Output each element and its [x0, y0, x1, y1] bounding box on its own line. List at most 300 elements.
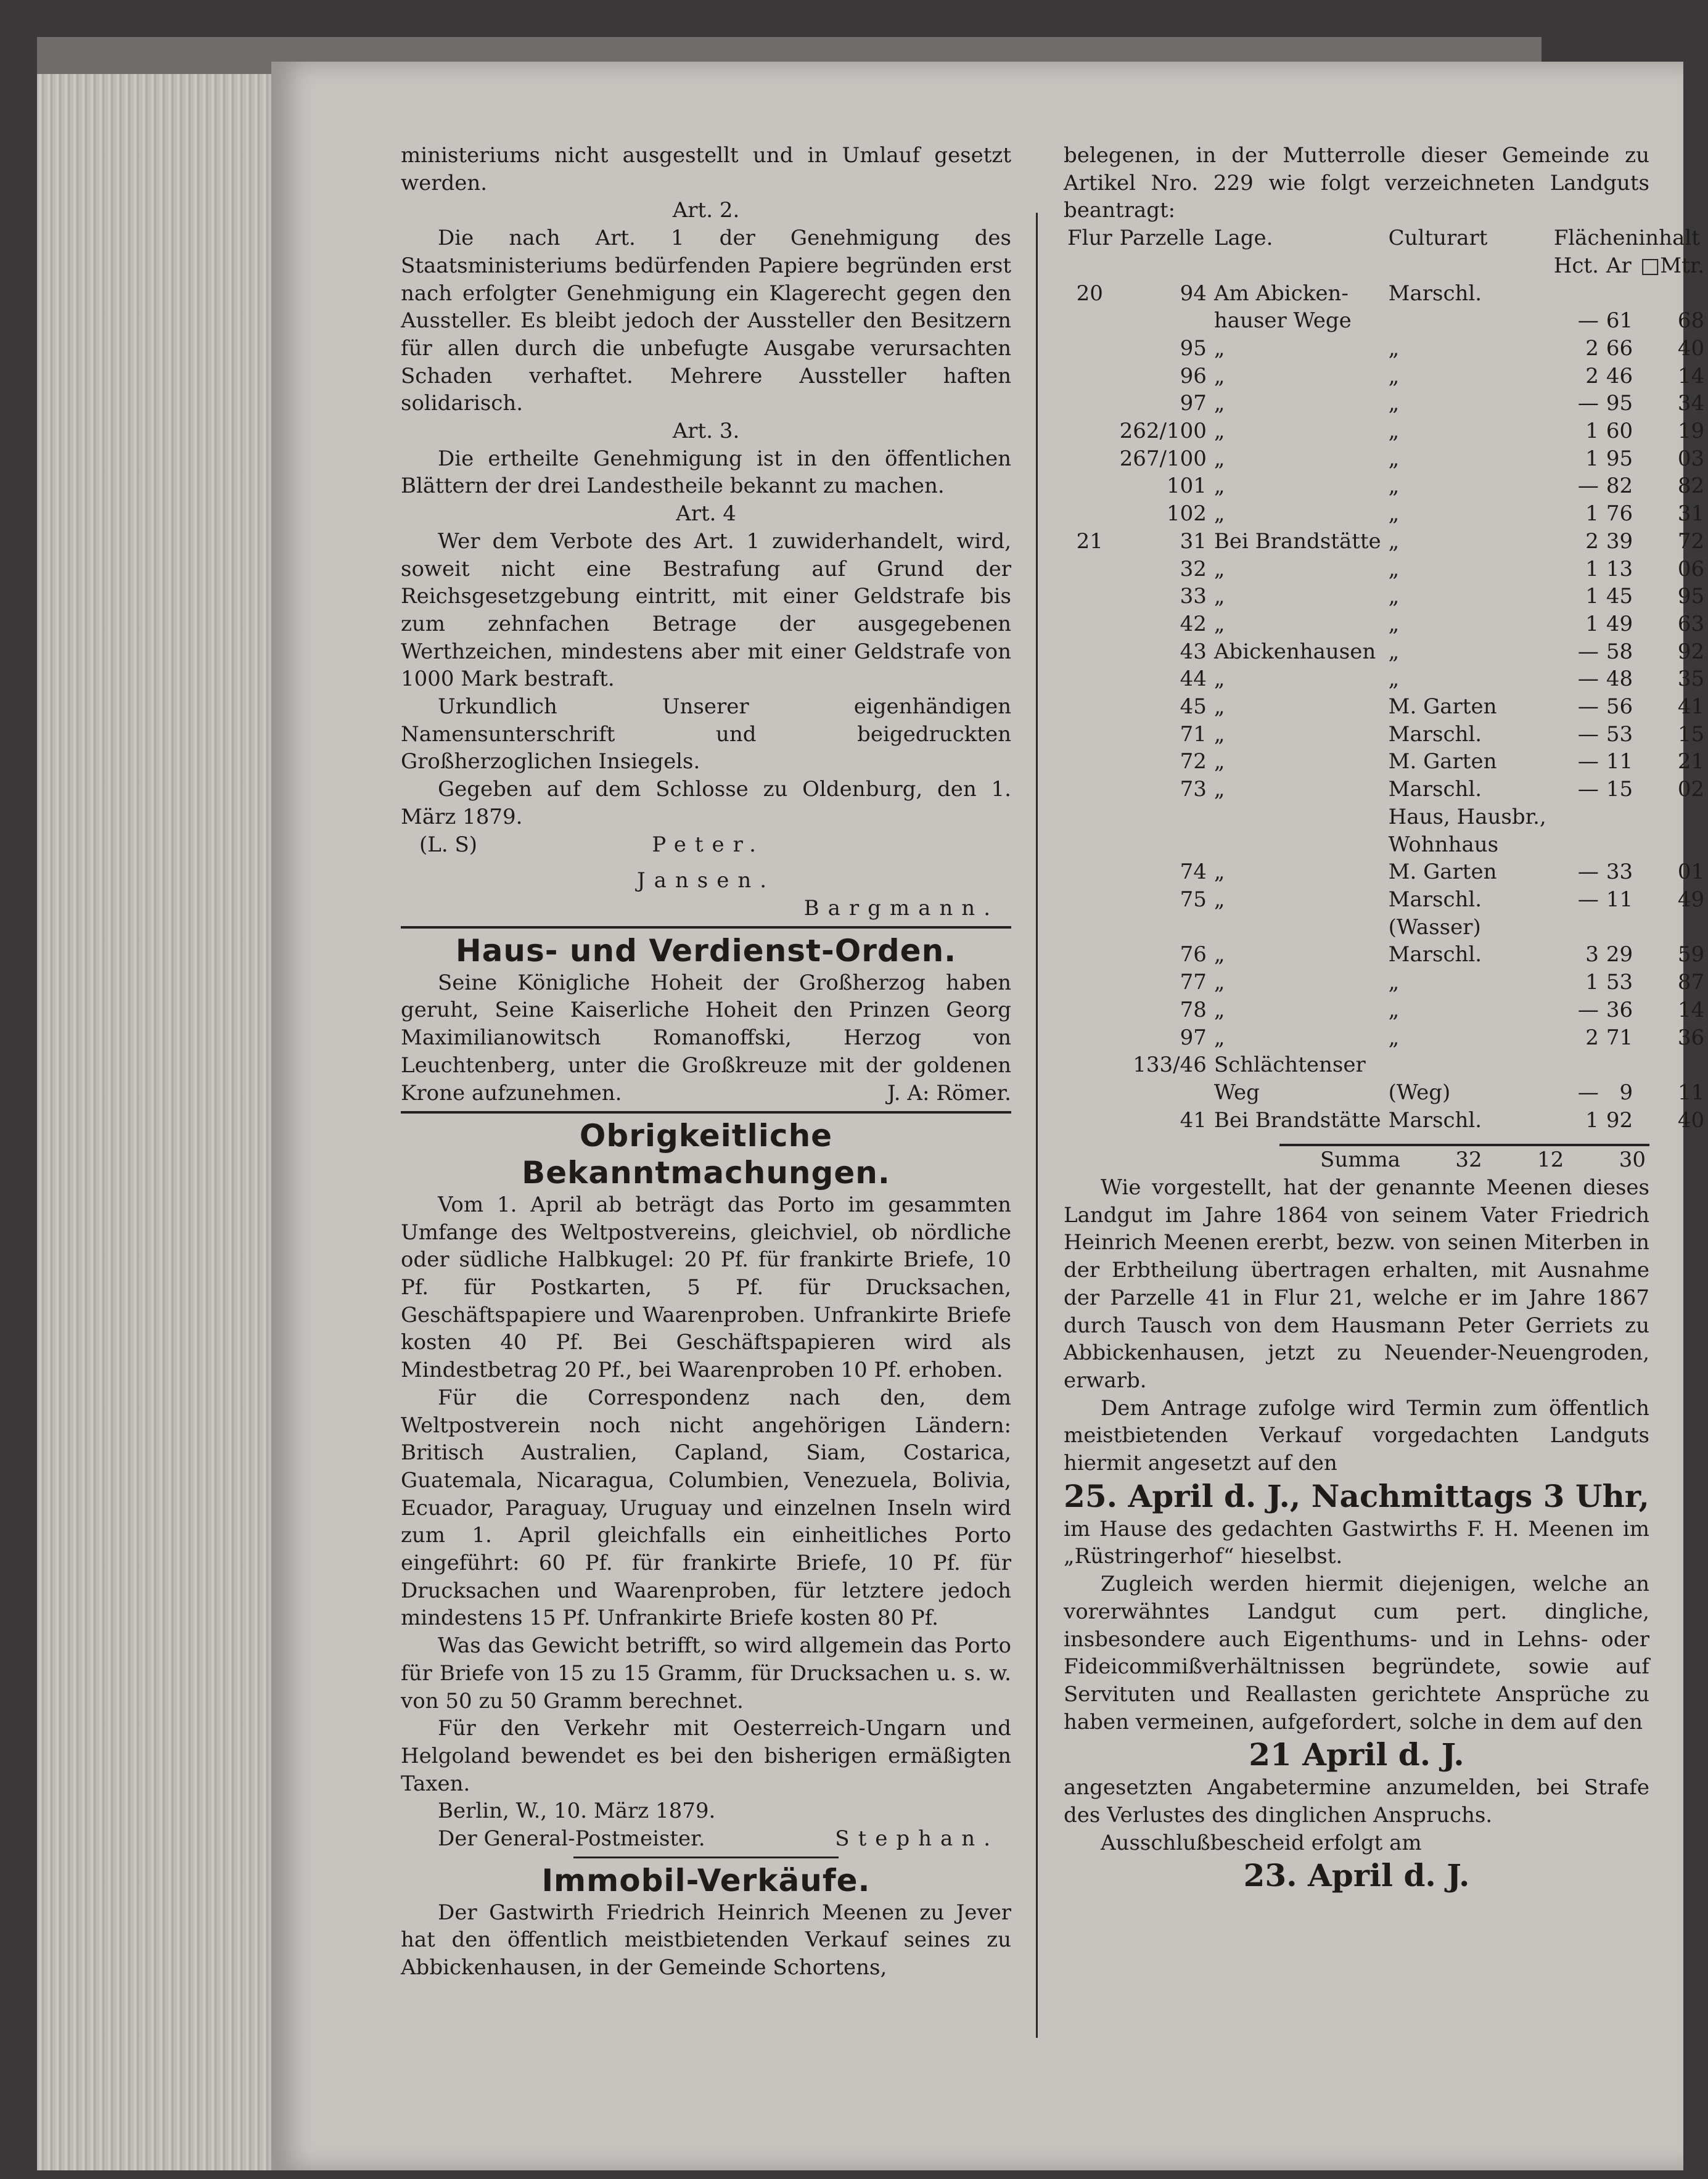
table-cell	[1636, 803, 1708, 831]
table-row	[1064, 528, 1708, 556]
paragraph: im Hause des gedachten Gastwirths F. H. Meenen im „Rüstringerhof“ hieselbst.	[1064, 1516, 1649, 1569]
table-cell: 72	[1180, 749, 1207, 774]
table-cell: 71	[1180, 721, 1207, 747]
right-column	[1064, 142, 1705, 1895]
table-row	[1064, 996, 1708, 1024]
article-heading: Art. 4	[676, 501, 736, 527]
table-cell: „	[1388, 363, 1400, 388]
table-cell: Marschl.	[1388, 887, 1482, 912]
table-cell: Marschl.	[1388, 1107, 1482, 1133]
table-cell: 72	[1677, 528, 1705, 554]
paragraph: Für den Verkehr mit Oesterreich-Ungarn und Helgoland bewendet es bei den bisherigen ermäßigten Taxen.	[401, 1716, 1011, 1796]
paragraph: ministeriums nicht ausgestellt und in Umlauf gesetzt werden.	[401, 143, 1011, 195]
table-cell: 60	[1606, 419, 1633, 444]
table-cell	[1064, 941, 1116, 969]
table-cell: 82	[1677, 474, 1705, 499]
table-cell: 41	[1677, 694, 1705, 720]
table-cell: —	[1577, 391, 1599, 416]
table-cell: 82	[1606, 474, 1633, 499]
table-cell: 1	[1585, 1107, 1599, 1133]
table-cell: „	[1388, 1025, 1400, 1050]
table-cell: 14	[1677, 997, 1705, 1022]
table-cell	[1116, 803, 1210, 831]
left-column	[401, 142, 1011, 1982]
table-cell	[1064, 445, 1116, 473]
table-cell: 267/100	[1119, 446, 1207, 471]
table-row	[1064, 803, 1708, 831]
table-cell: „	[1213, 749, 1225, 774]
table-cell	[1550, 280, 1603, 308]
table-cell: Marschl.	[1388, 942, 1482, 967]
table-cell: „	[1388, 556, 1400, 581]
table-cell: 262/100	[1119, 419, 1207, 444]
table-cell	[1603, 1051, 1636, 1079]
table-cell	[1064, 363, 1116, 390]
table-cell: Marschl.	[1388, 721, 1482, 747]
table-cell: „	[1388, 997, 1400, 1022]
table-cell: 15	[1606, 777, 1633, 802]
table-cell: „	[1388, 667, 1400, 692]
table-cell	[1064, 500, 1116, 528]
table-cell: „	[1213, 942, 1225, 967]
table-cell: „	[1213, 997, 1225, 1022]
table-cell: „	[1213, 335, 1225, 361]
table-cell	[1064, 693, 1116, 721]
table-cell: 45	[1180, 694, 1207, 720]
table-cell: 53	[1606, 721, 1633, 747]
table-cell: 53	[1606, 970, 1633, 995]
table-cell: „	[1213, 363, 1225, 388]
table-cell: Am Abicken-	[1213, 281, 1349, 306]
table-cell: „	[1213, 556, 1225, 581]
table-cell: 92	[1606, 1107, 1633, 1133]
column-subheader: Ar	[1606, 253, 1632, 278]
section-rule	[401, 926, 1011, 929]
table-cell: „	[1213, 419, 1225, 444]
paragraph: belegenen, in der Mutterrolle dieser Gemeinde zu Artikel Nro. 229 wie folgt verzeichneten Landguts beantragt:	[1064, 143, 1649, 223]
table-cell: 11	[1606, 887, 1633, 912]
table-cell: —	[1577, 474, 1599, 499]
table-cell: „	[1213, 501, 1225, 527]
table-cell: 40	[1677, 1107, 1705, 1133]
table-cell	[1064, 996, 1116, 1024]
table-cell	[1064, 803, 1116, 831]
table-row	[1064, 500, 1708, 528]
table-row	[1064, 307, 1708, 335]
table-cell: 76	[1606, 501, 1633, 527]
land-parcel-table	[1064, 224, 1708, 1134]
summa-row	[1064, 1146, 1649, 1174]
table-cell: 73	[1180, 777, 1207, 802]
ruling-date: 23. April d. J.	[1243, 1857, 1470, 1894]
table-cell: „	[1388, 335, 1400, 361]
paragraph: Seine Königliche Hoheit der Großherzog haben geruht, Seine Kaiserliche Hoheit den Prinzen Georg Maximilianowitsch Romanoffski, Herzog von Leuchtenberg, unter die Großkreuze mit der goldenen Krone aufzunehmen.	[401, 970, 1011, 1106]
table-cell	[1636, 914, 1708, 942]
table-cell: 32	[1180, 556, 1207, 581]
table-cell	[1064, 610, 1116, 638]
table-row	[1064, 969, 1708, 996]
table-cell: 19	[1677, 419, 1705, 444]
table-row	[1064, 1107, 1708, 1135]
table-cell: M. Garten	[1388, 749, 1497, 774]
table-cell: 49	[1606, 611, 1633, 636]
table-cell: 49	[1677, 887, 1705, 912]
table-cell: M. Garten	[1388, 860, 1497, 885]
table-cell: 41	[1180, 1107, 1207, 1133]
table-cell: „	[1213, 721, 1225, 747]
table-cell: „	[1213, 887, 1225, 912]
table-cell: 13	[1606, 556, 1633, 581]
table-cell: 9	[1619, 1080, 1633, 1105]
table-cell: 1	[1585, 970, 1599, 995]
table-cell: 68	[1677, 308, 1705, 334]
table-row	[1064, 583, 1708, 610]
table-row	[1064, 721, 1708, 749]
table-cell: 97	[1180, 391, 1207, 416]
section-rule	[573, 1857, 839, 1858]
table-cell: 21	[1677, 749, 1705, 774]
table-cell: 71	[1606, 1025, 1633, 1050]
table-cell: 77	[1180, 970, 1207, 995]
table-cell: „	[1388, 419, 1400, 444]
table-cell	[1210, 803, 1385, 831]
table-cell: 87	[1677, 970, 1705, 995]
table-cell: 96	[1180, 363, 1207, 388]
table-cell	[1603, 914, 1636, 942]
table-cell: 42	[1180, 611, 1207, 636]
table-cell: 78	[1180, 997, 1207, 1022]
table-cell: 1	[1585, 584, 1599, 609]
table-row	[1064, 858, 1708, 886]
table-cell	[1064, 472, 1116, 500]
table-cell: 15	[1677, 721, 1705, 747]
table-cell	[1603, 803, 1636, 831]
table-row	[1064, 610, 1708, 638]
table-cell: 58	[1606, 639, 1633, 664]
signatory: Stephan.	[835, 1826, 999, 1852]
article-heading: Art. 2.	[672, 198, 740, 223]
paragraph: Ausschlußbescheid erfolgt am	[1101, 1830, 1422, 1855]
table-row	[1064, 1024, 1708, 1052]
paragraph: Urkundlich Unserer eigenhändigen Namensunterschrift und beigedruckten Großherzoglichen Insiegels.	[401, 694, 1011, 774]
table-cell: 74	[1180, 860, 1207, 885]
table-cell: Marschl.	[1388, 281, 1482, 306]
table-row	[1064, 1051, 1708, 1079]
section-heading: Immobil-Verkäufe.	[541, 1862, 871, 1898]
summa-label: Summa	[1320, 1147, 1400, 1173]
section-heading: Obrigkeitliche Bekanntmachungen.	[522, 1117, 890, 1191]
table-cell: 11	[1606, 749, 1633, 774]
table-cell	[1064, 858, 1116, 886]
table-cell	[1064, 721, 1116, 749]
table-cell: 06	[1677, 556, 1705, 581]
column-header: Flur	[1067, 226, 1112, 251]
table-cell: „	[1213, 694, 1225, 720]
table-cell: 1	[1585, 446, 1599, 471]
table-cell: 35	[1677, 667, 1705, 692]
table-row	[1064, 335, 1708, 363]
column-divider	[1036, 213, 1038, 2038]
table-cell: „	[1388, 446, 1400, 471]
signature-line	[401, 1825, 1011, 1853]
table-row	[1064, 280, 1708, 308]
table-cell: „	[1213, 667, 1225, 692]
table-cell: 75	[1180, 887, 1207, 912]
table-cell: 95	[1180, 335, 1207, 361]
table-cell	[1636, 1051, 1708, 1079]
table-cell: —	[1577, 639, 1599, 664]
table-row	[1064, 748, 1708, 776]
table-cell: „	[1388, 501, 1400, 527]
column-header: Parzelle	[1119, 226, 1205, 251]
table-cell: 20	[1076, 281, 1103, 306]
table-cell	[1636, 831, 1708, 859]
table-cell: 29	[1606, 942, 1633, 967]
table-cell	[1064, 638, 1116, 666]
table-cell: —	[1577, 308, 1599, 334]
table-cell: 95	[1606, 446, 1633, 471]
column-header: Flächeninhalt	[1553, 226, 1700, 251]
signatory: Jansen.	[636, 868, 776, 893]
table-row	[1064, 556, 1708, 583]
table-cell: 21	[1076, 528, 1103, 554]
table-cell: „	[1388, 391, 1400, 416]
paragraph: Wer dem Verbote des Art. 1 zuwiderhandelt, wird, soweit nicht eine Bestrafung auf Grund der Reichsgesetzgebung eintritt, mit einer Geldstrafe bis zum zehnfachen Betrage der ausgegebenen Werthzeichen, mindestens aber mit einer Geldstrafe von 1000 Mark bestraft.	[401, 528, 1011, 692]
table-cell: 1	[1585, 611, 1599, 636]
table-cell: 33	[1606, 860, 1633, 885]
table-row	[1064, 638, 1708, 666]
column-header: Lage.	[1213, 226, 1273, 251]
table-cell	[1064, 914, 1116, 942]
table-header-row	[1064, 224, 1708, 252]
table-cell: „	[1388, 639, 1400, 664]
claim-date: 21 April d. J.	[1249, 1736, 1464, 1773]
column-subheader: □Mtr.	[1640, 253, 1705, 278]
table-cell: (Weg)	[1388, 1080, 1451, 1105]
table-cell: „	[1213, 474, 1225, 499]
table-cell: 48	[1606, 667, 1633, 692]
table-row	[1064, 886, 1708, 914]
table-cell: Wohnhaus	[1388, 832, 1499, 857]
table-cell: Weg	[1213, 1080, 1260, 1105]
table-cell: —	[1577, 694, 1599, 720]
table-cell: 3	[1585, 942, 1599, 967]
signatory: Bargmann.	[803, 895, 999, 921]
table-subheader-row	[1064, 252, 1708, 280]
table-cell: 31	[1180, 528, 1207, 554]
table-cell	[1116, 307, 1210, 335]
table-cell: 31	[1677, 501, 1705, 527]
table-cell	[1064, 776, 1116, 803]
signatory: Peter.	[652, 832, 765, 857]
table-row	[1064, 914, 1708, 942]
table-cell: „	[1388, 611, 1400, 636]
table-cell: 94	[1180, 281, 1207, 306]
table-cell: 2	[1585, 335, 1599, 361]
signatory: J. A: Römer.	[887, 1081, 1011, 1106]
table-cell	[1064, 417, 1116, 445]
table-cell: 03	[1677, 446, 1705, 471]
table-cell: 95	[1677, 584, 1705, 609]
book-page-edges	[37, 37, 296, 2170]
table-cell: 97	[1180, 1025, 1207, 1050]
table-cell: Bei Brandstätte	[1213, 528, 1381, 554]
table-cell: 2	[1585, 1025, 1599, 1050]
paragraph: Die ertheilte Genehmigung ist in den öffentlichen Blättern der drei Landestheile bekannt zu machen.	[401, 446, 1011, 499]
table-cell: 33	[1180, 584, 1207, 609]
table-cell: 133/46	[1133, 1053, 1207, 1078]
summa-hct: 32	[1455, 1147, 1482, 1173]
section-heading: Haus- und Verdienst-Orden.	[455, 932, 957, 969]
table-cell	[1550, 831, 1603, 859]
table-cell	[1064, 1024, 1116, 1052]
table-row	[1064, 831, 1708, 859]
paragraph: Für die Correspondenz nach den, dem Weltpostverein noch nicht angehörigen Ländern: Britisch Australien, Capland, Siam, Costarica, Guatemala, Nicaragua, Columbien, Venezuela, Bolivia, Ecuador, Paraguay, Uruguay und einzelnen Inseln wird zum 1. April gleichfalls ein einheitliches Porto eingeführt: 60 Pf. für frankirte Briefe, 10 Pf. für Drucksachen und Waarenproben, für letztere jedoch mindestens 15 Pf. Unfrankirte Briefe kosten 80 Pf.	[401, 1385, 1011, 1631]
table-cell: 92	[1677, 639, 1705, 664]
table-cell: „	[1213, 1025, 1225, 1050]
table-cell: 1	[1585, 556, 1599, 581]
table-row	[1064, 941, 1708, 969]
table-row	[1064, 1079, 1708, 1107]
table-cell	[1064, 969, 1116, 996]
table-cell: 61	[1606, 308, 1633, 334]
table-cell: 45	[1606, 584, 1633, 609]
table-cell: 36	[1677, 1025, 1705, 1050]
table-cell: —	[1577, 1080, 1599, 1105]
table-cell	[1385, 1051, 1550, 1079]
table-cell: „	[1213, 446, 1225, 471]
table-cell: —	[1577, 777, 1599, 802]
table-cell: 95	[1606, 391, 1633, 416]
table-cell	[1550, 803, 1603, 831]
table-cell: —	[1577, 997, 1599, 1022]
table-cell: 76	[1180, 942, 1207, 967]
paragraph: Der Gastwirth Friedrich Heinrich Meenen zu Jever hat den öffentlich meistbietenden Verkauf seines zu Abbickenhausen, in der Gemeinde Schortens,	[401, 1900, 1011, 1980]
table-cell: „	[1388, 584, 1400, 609]
table-cell: 63	[1677, 611, 1705, 636]
table-row	[1064, 472, 1708, 500]
table-cell	[1116, 1079, 1210, 1107]
table-row	[1064, 445, 1708, 473]
table-cell: —	[1577, 860, 1599, 885]
table-cell: 2	[1585, 528, 1599, 554]
table-cell: 14	[1677, 363, 1705, 388]
table-cell: 101	[1166, 474, 1207, 499]
auction-date: 25. April d. J., Nachmittags 3 Uhr,	[1064, 1477, 1649, 1514]
table-cell: 43	[1180, 639, 1207, 664]
table-cell: 59	[1677, 942, 1705, 967]
table-cell: Bei Brandstätte	[1213, 1107, 1381, 1133]
dateline: Berlin, W., 10. März 1879.	[438, 1799, 716, 1824]
table-cell	[1636, 280, 1708, 308]
table-cell: Schlächtenser	[1213, 1053, 1366, 1078]
paragraph: Zugleich werden hiermit diejenigen, welche an vorerwähntes Landgut cum pert. dingliche, insbesondere auch Eigenthums- und in Lehns- oder Fideicommißverhältnissen begründete, sowie auf Servituten und Reallasten gerichtete Ansprüche zu haben vermeinen, aufgefordert, solche in dem auf den	[1064, 1572, 1649, 1734]
paragraph: Vom 1. April ab beträgt das Porto im gesammten Umfange des Weltpostvereins, gleichviel, ob nördliche oder südliche Halbkugel: 20 Pf. für frankirte Briefe, 10 Pf. für Postkarten, 5 Pf. für Drucksachen, Geschäftspapiere und Waarenproben. Unfrankirte Briefe kosten 40 Pf. Bei Geschäftspapieren wird als Mindestbetrag 20 Pf., bei Waarenproben 10 Pf. erhoben.	[401, 1192, 1011, 1383]
table-cell: 46	[1606, 363, 1633, 388]
table-cell	[1064, 335, 1116, 363]
table-cell: —	[1577, 749, 1599, 774]
seal-mark: (L. S)	[419, 832, 478, 857]
table-cell	[1603, 831, 1636, 859]
table-cell: (Wasser)	[1388, 914, 1481, 940]
table-cell: „	[1213, 777, 1225, 802]
table-cell	[1116, 831, 1210, 859]
table-cell	[1064, 1051, 1116, 1079]
table-cell	[1064, 307, 1116, 335]
table-cell	[1116, 914, 1210, 942]
table-cell	[1064, 1079, 1116, 1107]
table-cell: —	[1577, 667, 1599, 692]
table-row	[1064, 390, 1708, 417]
table-cell: „	[1213, 584, 1225, 609]
table-cell: 40	[1677, 335, 1705, 361]
table-cell	[1064, 583, 1116, 610]
table-row	[1064, 363, 1708, 390]
table-cell: 02	[1677, 777, 1705, 802]
paragraph: Gegeben auf dem Schlosse zu Oldenburg, den 1. März 1879.	[401, 777, 1011, 829]
signature-line	[401, 831, 1011, 859]
table-cell: 1	[1585, 501, 1599, 527]
paragraph: Die nach Art. 1 der Genehmigung des Staatsministeriums bedürfenden Papiere begründen erst nach erfolgter Genehmigung ein Klagerecht gegen den Aussteller. Es bleibt jedoch der Aussteller den Besitzern für allen durch die unbefugte Ausgabe verursachten Schaden verhaftet. Mehrere Aussteller haften solidarisch.	[401, 226, 1011, 416]
section-rule	[401, 1111, 1011, 1114]
table-row	[1064, 665, 1708, 693]
paragraph: Was das Gewicht betrifft, so wird allgemein das Porto für Briefe von 15 zu 15 Gramm, für Drucksachen u. s. w. von 50 zu 50 Gramm berechnet.	[401, 1633, 1011, 1713]
table-cell: „	[1388, 474, 1400, 499]
table-cell: Haus, Hausbr.,	[1388, 804, 1546, 829]
table-cell	[1603, 280, 1636, 308]
table-cell: M. Garten	[1388, 694, 1497, 720]
column-subheader: Hct.	[1553, 253, 1599, 278]
table-cell: 34	[1677, 391, 1705, 416]
table-cell: „	[1213, 860, 1225, 885]
table-cell: „	[1213, 391, 1225, 416]
table-cell: „	[1213, 970, 1225, 995]
column-header: Culturart	[1388, 226, 1488, 251]
paragraph: angesetzten Angabetermine anzumelden, bei Strafe des Verlustes des dinglichen Anspruchs.	[1064, 1775, 1649, 1828]
paragraph: Dem Antrage zufolge wird Termin zum öffentlich meistbietenden Verkauf vorgedachten Landguts hiermit angesetzt auf den	[1064, 1395, 1649, 1476]
table-cell: Marschl.	[1388, 777, 1482, 802]
table-cell	[1064, 390, 1116, 417]
table-cell: Abickenhausen	[1213, 639, 1376, 664]
table-cell: 102	[1166, 501, 1207, 527]
article-heading: Art. 3.	[672, 419, 740, 444]
table-cell	[1550, 1051, 1603, 1079]
table-cell	[1064, 886, 1116, 914]
table-cell: 66	[1606, 335, 1633, 361]
table-cell: 11	[1677, 1080, 1705, 1105]
table-cell: 01	[1677, 860, 1705, 885]
table-cell	[1064, 1107, 1116, 1135]
summa-qm: 30	[1619, 1147, 1646, 1173]
table-cell	[1064, 556, 1116, 583]
table-cell: 44	[1180, 667, 1207, 692]
signatory-title: Der General-Postmeister.	[438, 1826, 705, 1852]
table-cell	[1550, 914, 1603, 942]
table-cell	[1210, 831, 1385, 859]
table-row	[1064, 417, 1708, 445]
table-cell: —	[1577, 887, 1599, 912]
table-row	[1064, 693, 1708, 721]
table-cell: „	[1388, 970, 1400, 995]
table-cell: 39	[1606, 528, 1633, 554]
table-cell: hauser Wege	[1213, 308, 1352, 334]
table-cell	[1064, 748, 1116, 776]
table-cell	[1385, 307, 1550, 335]
paragraph: Wie vorgestellt, hat der genannte Meenen dieses Landgut im Jahre 1864 von seinem Vater Friedrich Heinrich Meenen ererbt, bezw. von seinen Miterben in der Erbtheilung übertragen erhalten, mit Ausnahme der Parzelle 41 in Flur 21, welche er im Jahre 1867 durch Tausch von dem Hausmann Peter Gerriets zu Abbickenhausen, jetzt zu Neuender-Neuengroden, erwarb.	[1064, 1175, 1649, 1393]
table-cell: 36	[1606, 997, 1633, 1022]
table-cell	[1064, 665, 1116, 693]
summa-ar: 12	[1537, 1147, 1564, 1173]
